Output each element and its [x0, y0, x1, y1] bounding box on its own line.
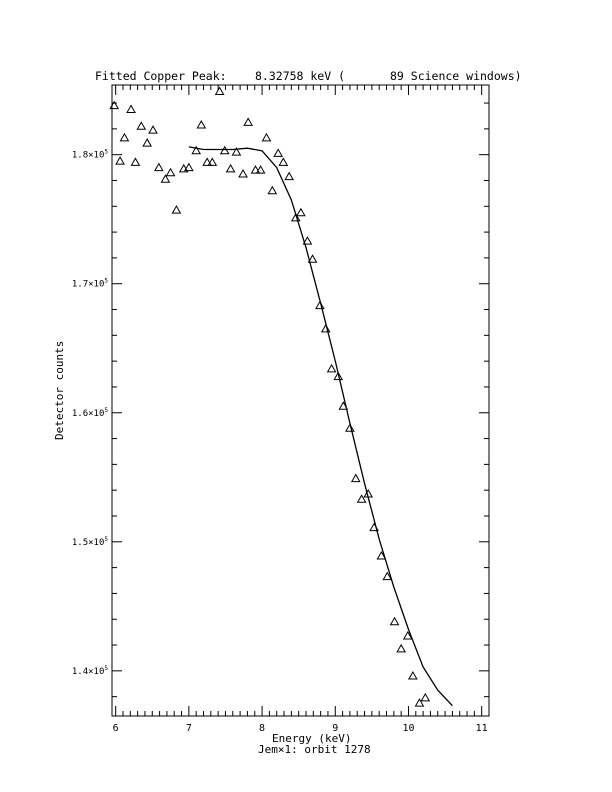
data-point-triangle — [149, 126, 157, 133]
chart-subtitle: Jem×1: orbit 1278 — [258, 743, 371, 756]
data-point-triangle — [328, 365, 336, 372]
data-point-triangle — [262, 134, 270, 141]
data-markers — [110, 87, 429, 706]
data-point-triangle — [268, 187, 276, 194]
data-point-triangle — [127, 106, 135, 113]
data-point-triangle — [391, 618, 399, 625]
x-tick-label: 9 — [332, 723, 339, 734]
data-point-triangle — [167, 169, 175, 176]
data-point-triangle — [297, 209, 305, 216]
data-point-triangle — [239, 170, 247, 177]
data-point-triangle — [227, 165, 235, 172]
y-tick-label: $1.4\times 10^5$ — [71, 664, 108, 677]
data-point-triangle — [352, 475, 360, 482]
data-point-triangle — [120, 134, 128, 141]
x-tick-label: 7 — [185, 723, 192, 734]
data-point-triangle — [221, 147, 229, 154]
y-axis-label: Detector counts — [53, 340, 66, 440]
x-axis-label: Energy (keV) — [272, 732, 352, 745]
x-tick-label: 11 — [475, 723, 488, 734]
data-point-triangle — [216, 87, 224, 94]
x-tick-label: 8 — [259, 723, 266, 734]
y-tick-label: $1.6\times 10^5$ — [71, 406, 108, 419]
data-point-triangle — [409, 672, 417, 679]
data-point-triangle — [161, 175, 169, 182]
x-tick-label: 6 — [112, 723, 119, 734]
data-point-triangle — [244, 118, 252, 125]
y-tick-label: $1.5\times 10^5$ — [71, 535, 108, 548]
y-tick-labels — [72, 149, 109, 677]
chart-title-energy: 8.32758 keV ( — [255, 69, 346, 83]
data-point-triangle — [116, 157, 124, 164]
data-point-triangle — [137, 122, 145, 129]
data-point-triangle — [421, 694, 429, 701]
y-tick-label: $1.8\times 10^5$ — [71, 148, 108, 161]
data-point-triangle — [143, 139, 151, 146]
data-point-triangle — [172, 206, 180, 213]
chart-title-label: Fitted Copper Peak: — [95, 69, 227, 83]
fit-curve — [189, 147, 453, 706]
data-point-triangle — [397, 645, 405, 652]
data-point-triangle — [274, 149, 282, 156]
chart-title-windows: 89 Science windows) — [390, 69, 522, 83]
y-tick-label: $1.7\times 10^5$ — [71, 277, 108, 290]
data-point-triangle — [155, 164, 163, 171]
data-point-triangle — [285, 173, 293, 180]
data-point-triangle — [279, 158, 287, 165]
data-point-triangle — [131, 158, 139, 165]
data-point-triangle — [197, 121, 205, 128]
x-tick-label: 10 — [402, 723, 415, 734]
